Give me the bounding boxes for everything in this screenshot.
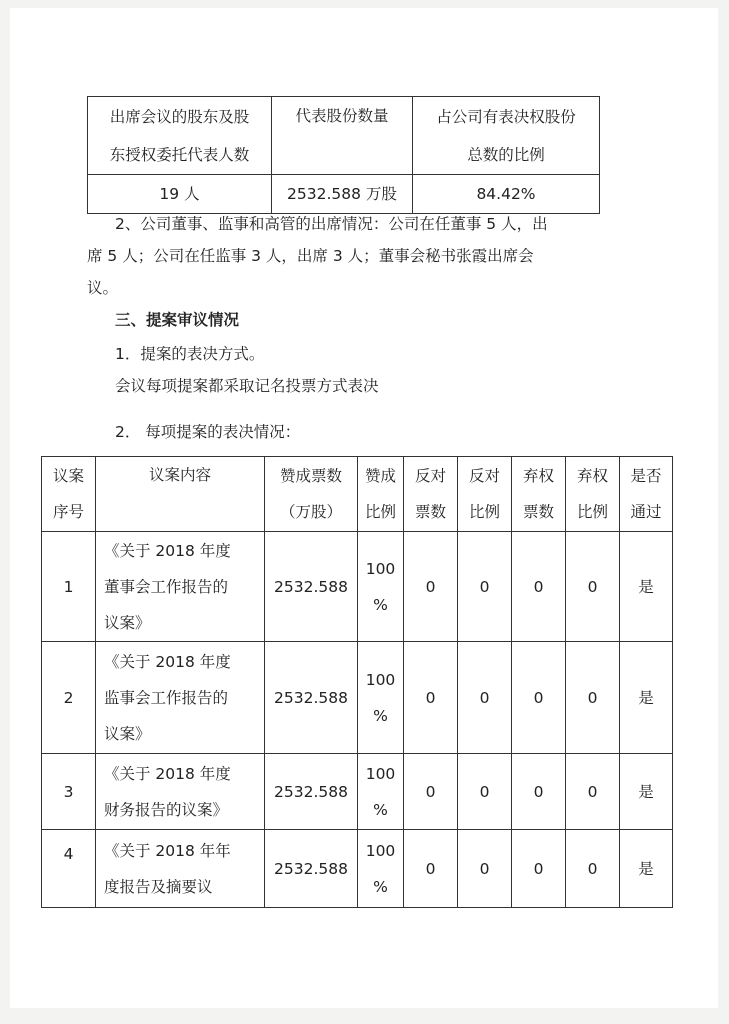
proposal-content: 《关于 2018 年度 董事会工作报告的 议案》	[96, 532, 265, 642]
proposal-no: 1	[42, 532, 96, 642]
against-ratio: 0	[458, 532, 512, 642]
header-for-votes: 赞成票数 （万股）	[265, 457, 358, 532]
header-against-votes: 反对 票数	[404, 457, 458, 532]
abstain-ratio: 0	[566, 754, 620, 830]
header-proposal-no: 议案 序号	[42, 457, 96, 532]
paragraph-attendance-line1: 2、公司董事、监事和高管的出席情况：公司在任董事 5 人，出	[115, 215, 548, 233]
proposal-content: 《关于 2018 年年 度报告及摘要议	[96, 830, 265, 908]
header-against-ratio: 反对 比例	[458, 457, 512, 532]
header-abstain-ratio: 弃权 比例	[566, 457, 620, 532]
header-for-ratio: 赞成 比例	[358, 457, 404, 532]
against-ratio: 0	[458, 642, 512, 754]
attendance-header-shares: 代表股份数量	[272, 97, 413, 175]
proposal-content: 《关于 2018 年度 监事会工作报告的 议案》	[96, 642, 265, 754]
against-votes: 0	[404, 642, 458, 754]
for-ratio: 100 %	[358, 642, 404, 754]
table-row	[42, 642, 673, 754]
proposal-no: 4	[42, 830, 96, 908]
attendance-shares-value: 2532.588 万股	[272, 175, 413, 214]
abstain-ratio: 0	[566, 642, 620, 754]
table-row	[42, 532, 673, 642]
proposal-no: 2	[42, 642, 96, 754]
attendance-holders-value: 19 人	[88, 175, 272, 214]
subheading-voting-results: 2． 每项提案的表决情况：	[115, 423, 301, 441]
abstain-ratio: 0	[566, 532, 620, 642]
proposal-no: 3	[42, 754, 96, 830]
abstain-votes: 0	[512, 830, 566, 908]
table-row	[42, 830, 673, 908]
for-votes: 2532.588	[265, 754, 358, 830]
attendance-ratio-value: 84.42%	[413, 175, 600, 214]
proposal-content: 《关于 2018 年度 财务报告的议案》	[96, 754, 265, 830]
table-row	[42, 754, 673, 830]
abstain-votes: 0	[512, 642, 566, 754]
against-ratio: 0	[458, 754, 512, 830]
for-votes: 2532.588	[265, 830, 358, 908]
for-ratio: 100 %	[358, 754, 404, 830]
attendance-header-ratio: 占公司有表决权股份 总数的比例	[413, 97, 600, 175]
header-passed: 是否 通过	[620, 457, 673, 532]
for-ratio: 100 %	[358, 830, 404, 908]
abstain-votes: 0	[512, 532, 566, 642]
paragraph-attendance-line3: 议。	[87, 279, 119, 297]
abstain-votes: 0	[512, 754, 566, 830]
against-votes: 0	[404, 754, 458, 830]
passed-value: 是	[620, 642, 673, 754]
for-votes: 2532.588	[265, 532, 358, 642]
paragraph-voting-method: 会议每项提案都采取记名投票方式表决	[115, 377, 379, 395]
subheading-voting-method: 1．提案的表决方式。	[115, 345, 265, 363]
document-page	[10, 8, 718, 1008]
against-votes: 0	[404, 830, 458, 908]
abstain-ratio: 0	[566, 830, 620, 908]
proposals-table	[41, 456, 673, 908]
for-votes: 2532.588	[265, 642, 358, 754]
attendance-header-holders: 出席会议的股东及股 东授权委托代表人数	[88, 97, 272, 175]
section-heading-proposals: 三、提案审议情况	[115, 311, 240, 329]
for-ratio: 100 %	[358, 532, 404, 642]
passed-value: 是	[620, 754, 673, 830]
against-votes: 0	[404, 532, 458, 642]
header-abstain-votes: 弃权 票数	[512, 457, 566, 532]
attendance-table	[87, 96, 600, 214]
against-ratio: 0	[458, 830, 512, 908]
attendance-header-row	[88, 97, 600, 175]
passed-value: 是	[620, 830, 673, 908]
header-proposal-content: 议案内容	[96, 457, 265, 532]
paragraph-attendance-line2: 席 5 人；公司在任监事 3 人，出席 3 人；董事会秘书张霞出席会	[87, 247, 534, 265]
passed-value: 是	[620, 532, 673, 642]
proposals-header-row	[42, 457, 673, 532]
